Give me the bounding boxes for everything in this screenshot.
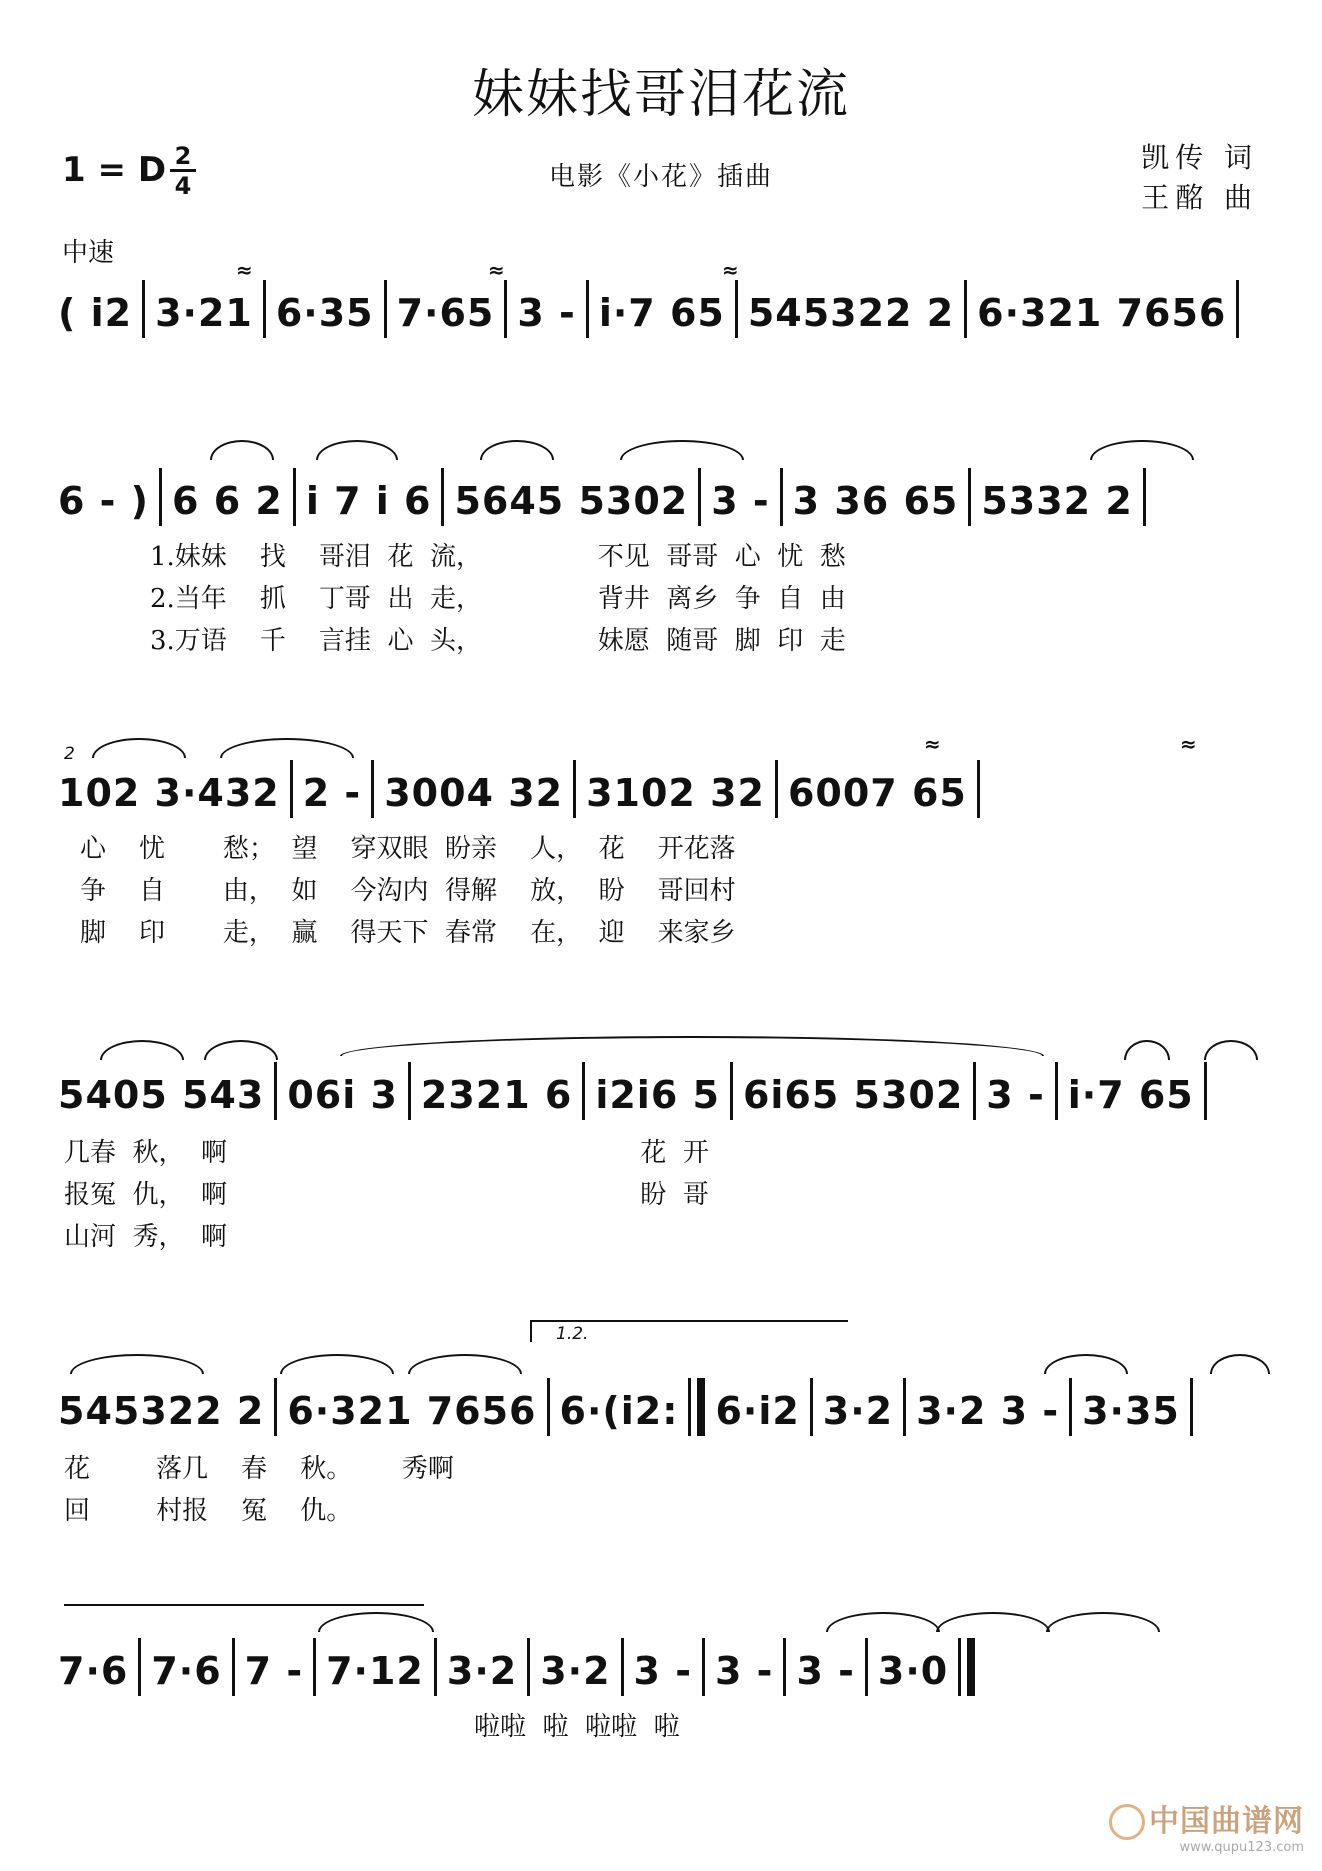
barline (973, 1062, 976, 1120)
slur (220, 738, 354, 758)
note-group: 7·6 (151, 1649, 222, 1693)
barline (1204, 1062, 1207, 1120)
final-barline (967, 1638, 975, 1696)
note-group: 3 - (796, 1649, 855, 1693)
notes-line-2 (58, 479, 1156, 523)
notation-line-5 (58, 1378, 1268, 1436)
note-group: 3 - (711, 479, 770, 523)
barline (977, 760, 980, 818)
barline (313, 1638, 316, 1696)
note-group: 06i 3 (287, 1073, 398, 1117)
note-group: 6·(i2 (559, 1389, 663, 1433)
barline (621, 1638, 624, 1696)
score-line-3 (58, 760, 1268, 818)
note-group: 3·2 (540, 1649, 611, 1693)
note-group: 5645 5302 (454, 479, 689, 523)
note-group: 3 36 65 (792, 479, 959, 523)
note-group: i2i6 5 (595, 1073, 720, 1117)
slur (936, 1612, 1050, 1632)
lyric-verse-1-line-2: 1.妹妹 找 哥泪 花 流， 不见 哥哥 心 忧 愁 (150, 542, 846, 572)
note-group: 6·i2 (715, 1389, 800, 1433)
volta-bracket (530, 1320, 848, 1322)
time-signature-bottom: 4 (174, 172, 192, 200)
slur (1090, 440, 1194, 460)
barline (408, 1062, 411, 1120)
note-group: 3102 32 (586, 771, 765, 815)
lyric-verse-2-line-4: 报冤 仇， 啊 盼 哥 (64, 1180, 709, 1210)
barline (730, 1062, 733, 1120)
volta-label: 1.2. (556, 1324, 589, 1344)
barline (441, 468, 444, 526)
lyric-verse-1-line-3: 心 忧 愁； 望 穿双眼 盼亲 人， 花 开花落 (80, 834, 736, 864)
score-line-5 (58, 1378, 1268, 1436)
note-group: 3·2 (822, 1389, 894, 1433)
barline (290, 760, 293, 818)
note-group: 5332 2 (981, 479, 1133, 523)
notation-line-4 (58, 1062, 1268, 1120)
barline (783, 1638, 786, 1696)
score-line-2 (58, 468, 1268, 526)
note-group: 3004 32 (384, 771, 564, 815)
watermark-brand: 中国曲谱网 (1149, 1803, 1304, 1839)
notation-line-3 (58, 760, 1268, 818)
subtitle: 电影《小花》插曲 (548, 162, 773, 192)
notes-line-4 (58, 1073, 1217, 1117)
barline (775, 760, 778, 818)
ornament-mordent-icon: ≈ (488, 258, 505, 282)
notes-line-5 (58, 1389, 1203, 1433)
slur (280, 1354, 394, 1374)
note-group: 5405 543 (58, 1073, 265, 1117)
barline (780, 468, 783, 526)
note-group: 545322 2 (58, 1389, 265, 1433)
barline (698, 468, 701, 526)
lyric-verse-1-line-5: 花 落几 春 秋。 秀啊 (64, 1454, 454, 1484)
barline (810, 1378, 813, 1436)
note-group: 7·12 (326, 1649, 424, 1693)
repeat-dots: : (662, 1389, 679, 1433)
barline (232, 1638, 235, 1696)
site-logo-icon (1109, 1804, 1145, 1840)
note-group: 6·35 (275, 291, 374, 335)
barline (968, 468, 971, 526)
notes-line-1 (58, 291, 1249, 335)
barline (865, 1638, 868, 1696)
barline (688, 1378, 691, 1436)
slur (1044, 1354, 1128, 1374)
note-group: 3 - (714, 1649, 774, 1693)
slur (340, 1036, 1044, 1056)
note-group: 3·35 (1082, 1389, 1180, 1433)
barline (964, 280, 967, 338)
lyric-verse-2-line-2: 2.当年 抓 丁哥 出 走， 背井 离乡 争 自 由 (150, 584, 846, 614)
notes-line-6 (58, 1649, 985, 1693)
note-group: 7·6 (58, 1649, 129, 1693)
composer-credit: 王酩 曲 (1141, 181, 1258, 214)
continuation-slur-line (64, 1604, 424, 1606)
barline (586, 280, 589, 338)
note-group: i·7 65 (598, 291, 725, 335)
barline (371, 760, 374, 818)
note-group: 7·65 (396, 291, 495, 335)
notes-line-3 (58, 771, 990, 815)
final-barline (697, 1378, 705, 1436)
barline (142, 280, 145, 338)
barline (263, 280, 266, 338)
barline (293, 468, 296, 526)
key-signature: 1 = D (62, 150, 167, 190)
site-watermark (1109, 1796, 1304, 1856)
barline (1055, 1062, 1058, 1120)
barline (384, 280, 387, 338)
slur (1204, 1040, 1258, 1060)
slur (620, 440, 744, 460)
ornament-mordent-icon: ≈ (722, 258, 739, 282)
notation-line-2 (58, 468, 1268, 526)
lyric-verse-3-line-2: 3.万语 千 言挂 心 头， 妹愿 随哥 脚 印 走 (150, 626, 846, 656)
note-group: 3 - (633, 1649, 692, 1693)
slur (1046, 1612, 1160, 1632)
ornament-mordent-icon: ≈ (924, 732, 941, 756)
note-group: 6 6 2 (172, 479, 283, 523)
barline (573, 760, 576, 818)
slur (1124, 1040, 1170, 1060)
score-line-1 (58, 280, 1268, 338)
note-group: i·7 65 (1067, 1073, 1194, 1117)
barline (582, 1062, 585, 1120)
ornament-mordent-icon: ≈ (236, 258, 253, 282)
note-group: 3 - (517, 291, 576, 335)
lyricist-credit: 凯传 词 (1141, 141, 1258, 174)
grace-marker: 2 (64, 744, 75, 764)
note-group: 3·0 (877, 1649, 949, 1693)
barline (1069, 1378, 1072, 1436)
slur (480, 440, 554, 460)
barline (159, 468, 162, 526)
note-group: 545322 2 (747, 291, 955, 335)
barline (434, 1638, 437, 1696)
slur (92, 738, 186, 758)
notation-line-6 (58, 1638, 1268, 1696)
slur (204, 1040, 278, 1060)
watermark-url: www.qupu123.com (1179, 1840, 1304, 1855)
barline (702, 1638, 705, 1696)
note-group: 3·2 3 - (916, 1389, 1060, 1433)
slur (826, 1612, 940, 1632)
ornament-mordent-icon: ≈ (1180, 732, 1197, 756)
note-group: 6·321 7656 (287, 1389, 537, 1433)
lyric-verse-2-line-3: 争 自 由， 如 今沟内 得解 放， 盼 哥回村 (80, 876, 736, 906)
barline (735, 280, 738, 338)
note-group: i 7 i 6 (305, 479, 432, 523)
note-group: 7 - (244, 1649, 304, 1693)
note-group: 6 - ) (58, 479, 150, 523)
barline (1143, 468, 1146, 526)
lyric-verse-1-line-4: 几春 秋， 啊 花 开 (64, 1138, 709, 1168)
note-group: 6007 65 (787, 771, 967, 815)
slur (210, 440, 274, 460)
note-group: 3·2 (446, 1649, 518, 1693)
slur (100, 1040, 184, 1060)
note-group: 3 - (986, 1073, 1045, 1117)
note-group: 3·21 (155, 291, 253, 335)
notation-line-1 (58, 280, 1268, 338)
barline (1236, 280, 1239, 338)
slur (318, 1612, 434, 1632)
barline (138, 1638, 141, 1696)
note-group: 102 3·432 (58, 771, 280, 815)
barline (274, 1062, 277, 1120)
lyric-line-6: 啦啦 啦 啦啦 啦 (474, 1712, 680, 1742)
barline (1190, 1378, 1193, 1436)
note-group: 6·321 7656 (977, 291, 1227, 335)
barline (274, 1378, 277, 1436)
slur (1210, 1354, 1270, 1374)
barline (958, 1638, 961, 1696)
tempo-marking: 中速 (62, 238, 115, 268)
barline (504, 280, 507, 338)
note-group: ( i2 (58, 291, 133, 335)
slur (70, 1354, 204, 1374)
barline (527, 1638, 530, 1696)
barline (547, 1378, 550, 1436)
lyric-verse-3-line-3: 脚 印 走， 赢 得天下 春常 在， 迎 来家乡 (80, 918, 736, 948)
lyric-verse-2-line-5: 回 村报 冤 仇。 (64, 1496, 353, 1526)
lyric-verse-3-line-4: 山河 秀， 啊 (64, 1222, 228, 1252)
time-signature-top: 2 (174, 142, 192, 170)
volta-bracket-start (530, 1320, 532, 1342)
score-line-6 (58, 1638, 1268, 1696)
note-group: 6i65 5302 (742, 1073, 964, 1117)
slur (316, 440, 398, 460)
note-group: 2321 6 (420, 1073, 573, 1117)
song-title: 妹妹找哥泪花流 (471, 65, 850, 125)
slur (408, 1354, 522, 1374)
note-group: 2 - (302, 771, 362, 815)
score-line-4 (58, 1062, 1268, 1120)
barline (903, 1378, 906, 1436)
